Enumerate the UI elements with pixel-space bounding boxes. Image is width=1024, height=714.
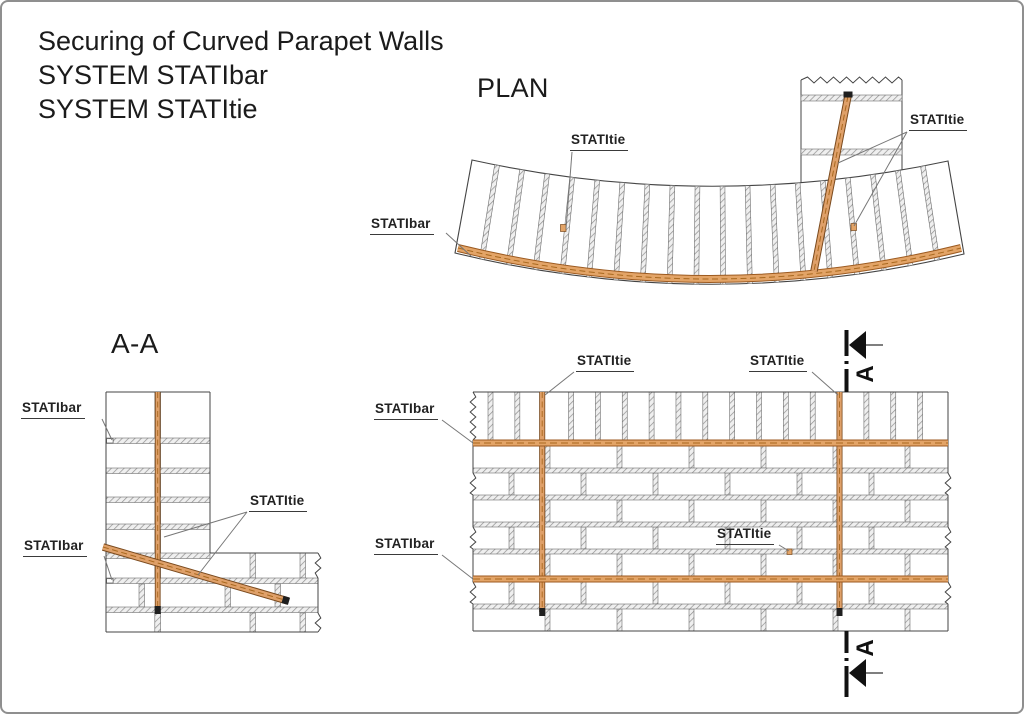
- section-marker-top: [847, 330, 884, 392]
- plan-label-statitie-right: STATItie: [909, 113, 967, 131]
- plan-tie-dot-right: [851, 224, 857, 231]
- aa-label-statibar-top: STATIbar: [21, 401, 85, 419]
- section-marker-bottom-letter: A: [852, 639, 879, 657]
- title-line-3: SYSTEM STATItie: [38, 94, 258, 124]
- elev-label-statitie-right: STATItie: [749, 354, 807, 372]
- plan-label-statibar: STATIbar: [370, 217, 434, 235]
- section-marker-top-letter: A: [852, 365, 879, 383]
- elev-label-statibar-top: STATIbar: [374, 402, 438, 420]
- elevation-view: [470, 392, 951, 631]
- plan-view: [455, 77, 964, 284]
- plan-label-statitie-left: STATItie: [570, 133, 628, 151]
- elev-label-statitie-left: STATItie: [576, 354, 634, 372]
- plan-heading: PLAN: [477, 73, 549, 103]
- aa-label-statitie: STATItie: [249, 494, 307, 512]
- aa-label-statibar-bottom: STATIbar: [23, 539, 87, 557]
- section-marker-top-arrow: [849, 331, 866, 359]
- title-line-1: Securing of Curved Parapet Walls: [38, 26, 444, 56]
- section-aa-view: [103, 392, 321, 632]
- section-marker-bottom: [847, 631, 884, 697]
- section-marker-bottom-arrow: [849, 659, 866, 687]
- title-block: [38, 24, 444, 126]
- elev-label-statibar-bottom: STATIbar: [374, 537, 438, 555]
- elev-label-statitie-mid: STATItie: [716, 527, 774, 545]
- title-line-2: SYSTEM STATIbar: [38, 60, 269, 90]
- plan-tie-dot-left: [561, 225, 567, 232]
- aa-statitie-vertical: [155, 392, 161, 614]
- section-aa-heading: A-A: [111, 328, 159, 359]
